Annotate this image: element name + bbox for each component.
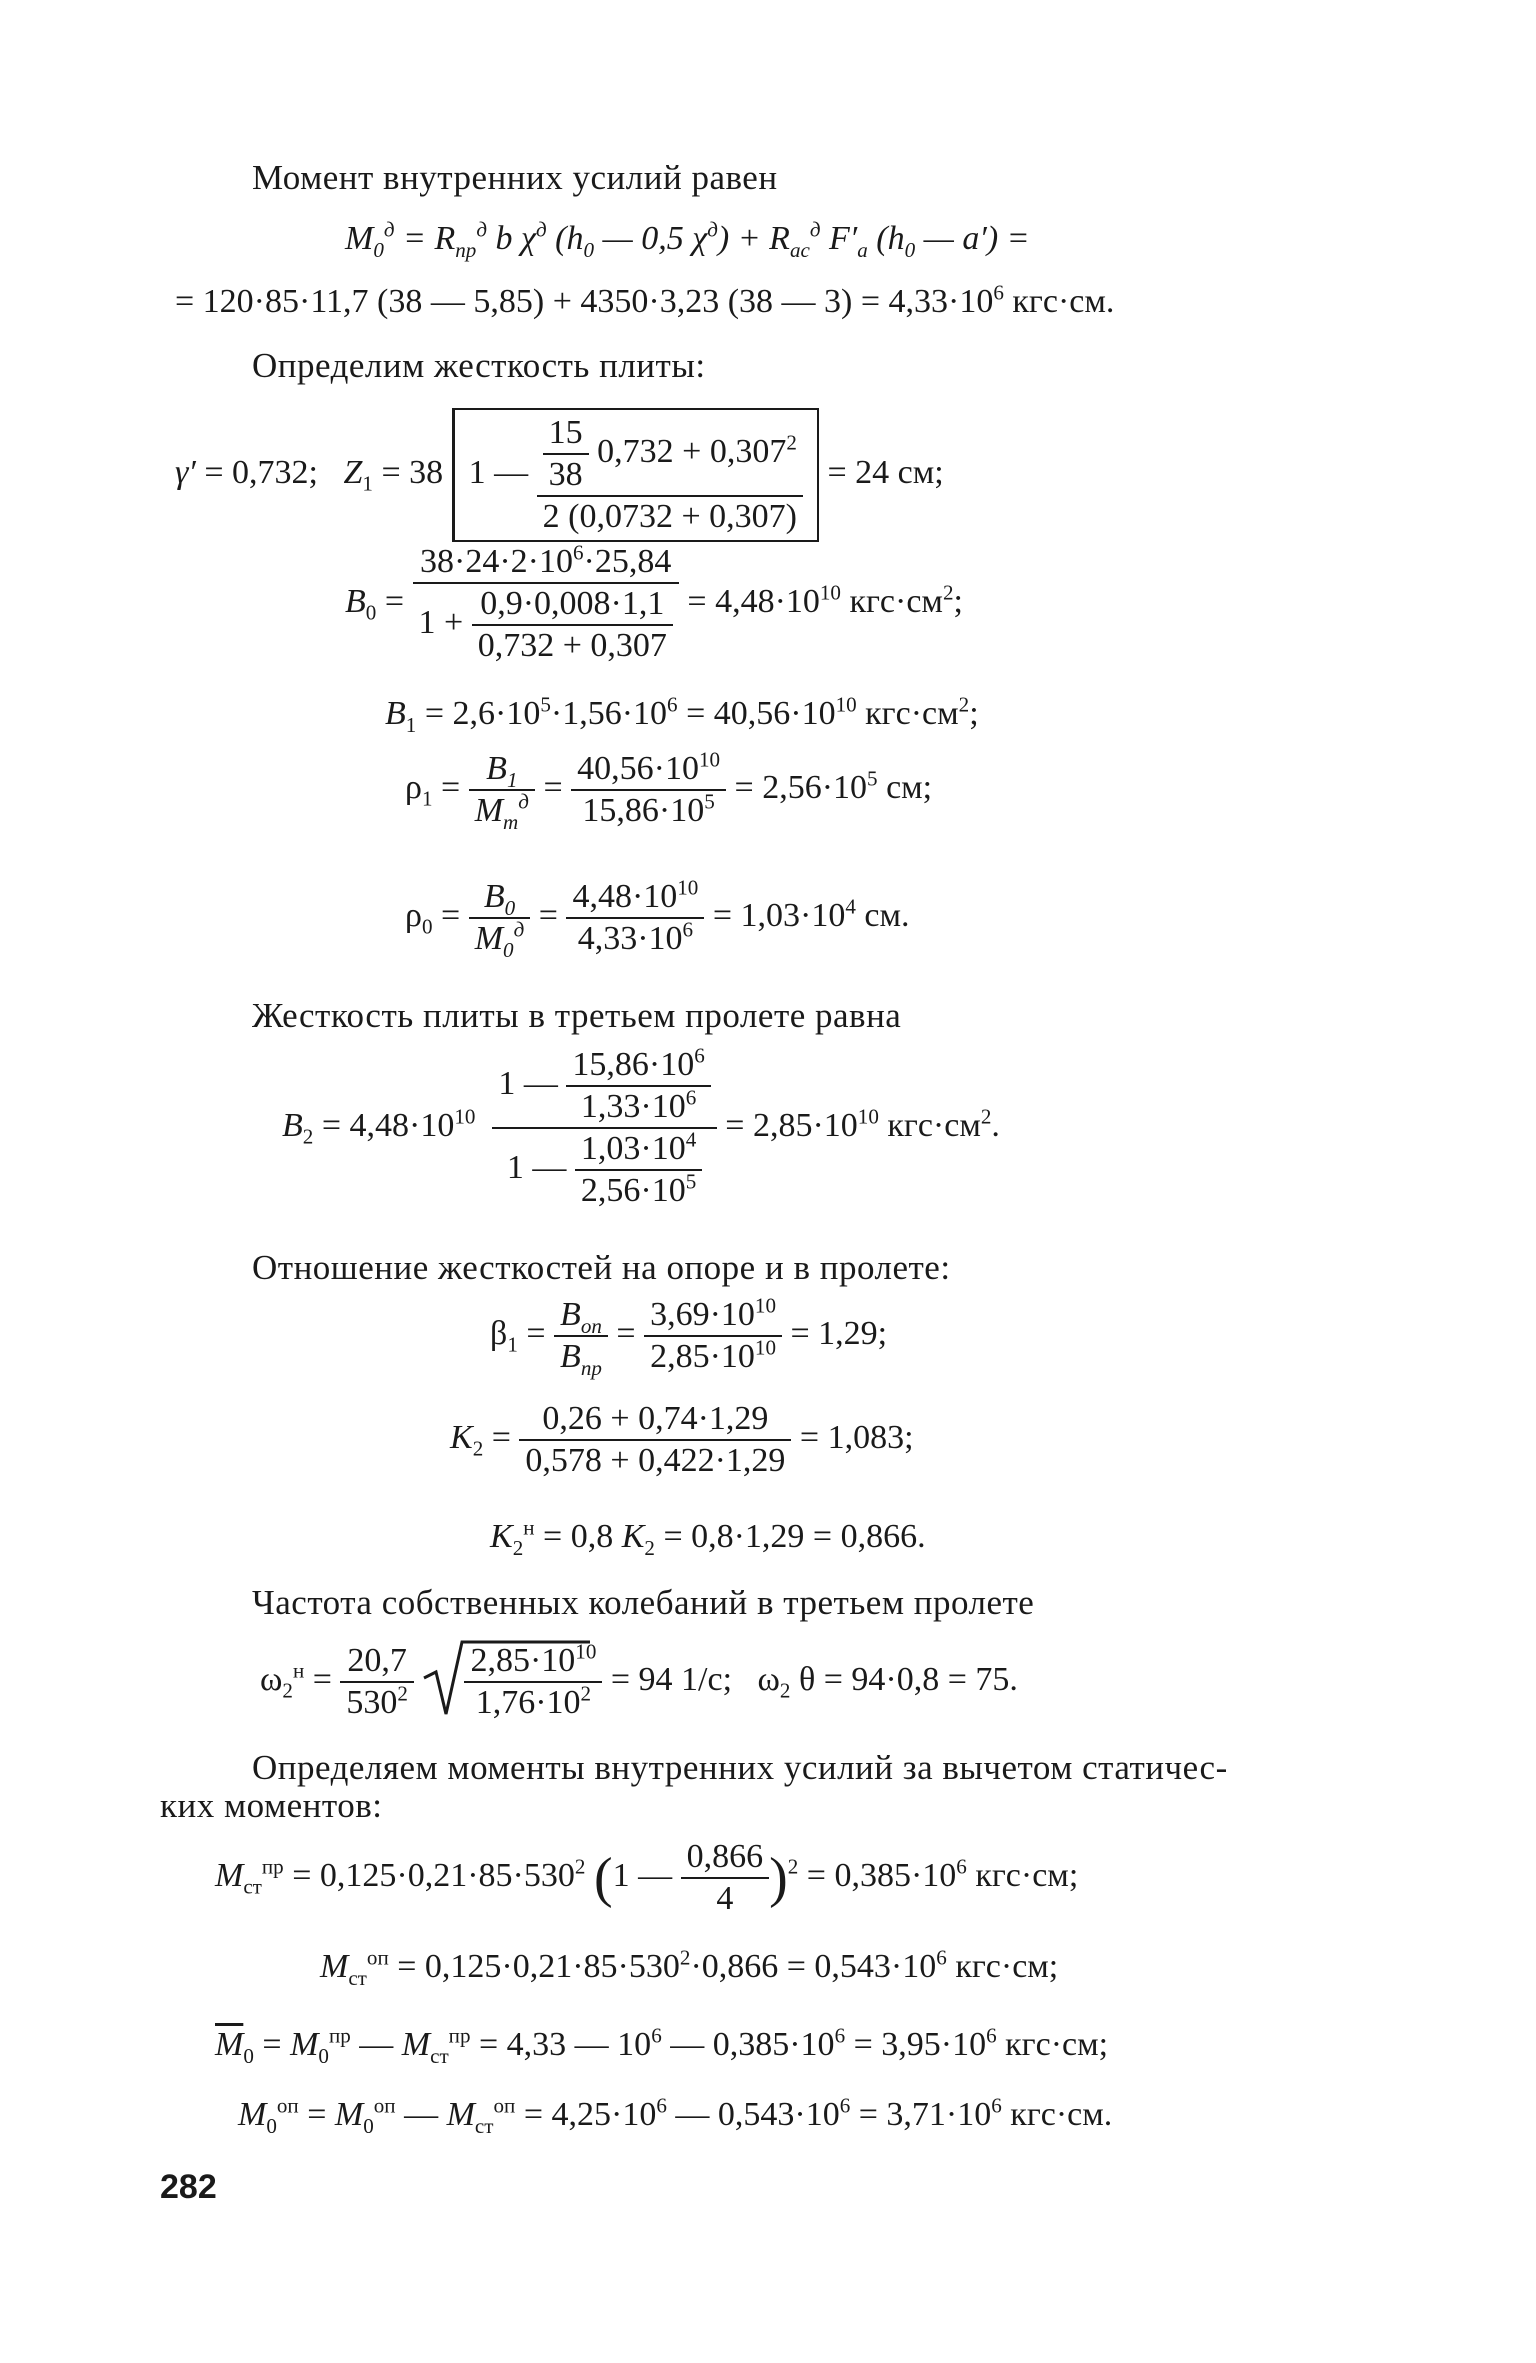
equation-m0-support: $M_0^{оп} = M_0^{оп}$ — $M_{ст}^{оп} = 4,25\cdot 10^6$ — $0,543\cdot 10^6 = 3,71\cdot 10^6$ кгс·см. [238, 2093, 1113, 2138]
equation-m0-definition: $M_0^д = R_{пр}^д$ b $\chi^д$ ($h_0$ — 0,5 $\chi^д) + R_{ас}^д$ $F'_а$ ($h_0$ — a′) = [345, 217, 1030, 262]
equation-rho1: $\rho_1$ = $\frac{B_1}{M_т^д}$ = $\frac{40,56\cdot 10^{10}}{15,86\cdot 10^5}$ = $2,56\cdot 10^5$ см; [405, 747, 933, 834]
equation-mst-span: $M_{ст}^{пр} = 0,125\cdot 0,21\cdot 85\cdot 530^2$ (1 — $\frac{0,866}{4}$ )$^2 = 0,385\cdot 10^6$ кгс·см; [215, 1838, 1079, 1917]
equation-k2: $K_2$ = $\frac{0,26 + 0,74\cdot 1,29}{0,578 + 0,422\cdot 1,29}$ = 1,083; [450, 1400, 914, 1479]
equation-b0: $B_0$ = $38\cdot 24\cdot 2\cdot 10^6\cdot 25,84$ 1 + $\frac{0,9\cdot 0,008\cdot 1,1}{0,732 + 0,307}$ = $4,48\cdot 10^{10}$ $кгс\cdot см^2$; [345, 540, 963, 664]
text-natural-frequency: Частота собственных колебаний в третьем пролете [252, 1583, 1035, 1622]
text-stiffness-intro: Определим жесткость плиты: [252, 346, 706, 385]
equation-omega2: $\omega_2^н$ = $\frac{20,7}{530^2}$ $\frac{2,85\cdot 10^{10}}{1,76\cdot 10^2}$ = 94 1/с; $\omega_2$ θ = 94·0,8 = 75. [260, 1639, 1018, 1721]
equation-z1: γ′ = 0,732; $Z_1 = 38$ 1 — $\frac{15}{38}$ $0,732 + 0,307^2$ 2 (0,0732 + 0,307) = 24 см; [175, 408, 944, 542]
equation-beta1: $\beta_1$ = $\frac{B_{оп}}{B_{пр}}$ = $\frac{3,69\cdot 10^{10}}{2,85\cdot 10^{10}}$ = 1,29; [490, 1293, 888, 1380]
equation-m0-value: = 120·85·11,7 (38 — 5,85) + 4350·3,23 (38 — $3) = 4,33\cdot 10^6$ кгс·см. [175, 280, 1115, 320]
equation-b2: $B_2 = 4,48\cdot 10^{10}$ 1 — $\frac{15,86\cdot 10^6}{1,33\cdot 10^6}$ 1 — $\frac{1,03\cdot 10^4}{2,56\cdot 10^5}$ = $2,85\cdot 10^{10}$ $кгс\cdot см^2$. [282, 1043, 1000, 1209]
equation-m0-bar: $\overline{M}_0 = M_0^{пр}$ — $M_{ст}^{пр} = 4,33$ — $10^6$ — $0,385\cdot 10^6 = 3,95\cdot 10^6$ кгс·см; [215, 2023, 1109, 2068]
page-number: 282 [160, 2168, 217, 2206]
equation-b1: $B_1 = 2,6\cdot 10^5\cdot 1,56\cdot 10^6 = 40,56\cdot 10^{10}$ $кгс\cdot см^2$; [385, 692, 979, 737]
text-moments-minus-static: Определяем моменты внутренних усилий за вычетом статичес- [252, 1748, 1228, 1787]
text-stiffness-ratio: Отношение жесткостей на опоре и в пролете: [252, 1248, 951, 1287]
equation-k2n: $K_2^н = 0,8$ $K_2 = 0,8\cdot 1,29 = 0,866$. [490, 1515, 926, 1560]
text-third-span-stiffness: Жесткость плиты в третьем пролете равна [252, 996, 902, 1035]
equation-rho0: $\rho_0$ = $\frac{B_0}{M_0^д}$ = $\frac{4,48\cdot 10^{10}}{4,33\cdot 10^6}$ = $1,03\cdot 10^4$ см. [405, 875, 910, 962]
equation-mst-support: $M_{ст}^{оп} = 0,125\cdot 0,21\cdot 85\cdot 530^2\cdot 0,866 = 0,543\cdot 10^6$ кгс·см; [320, 1945, 1059, 1990]
text-moment-intro: Момент внутренних усилий равен [252, 158, 778, 197]
text-moments-minus-static-cont: ких моментов: [160, 1786, 383, 1825]
